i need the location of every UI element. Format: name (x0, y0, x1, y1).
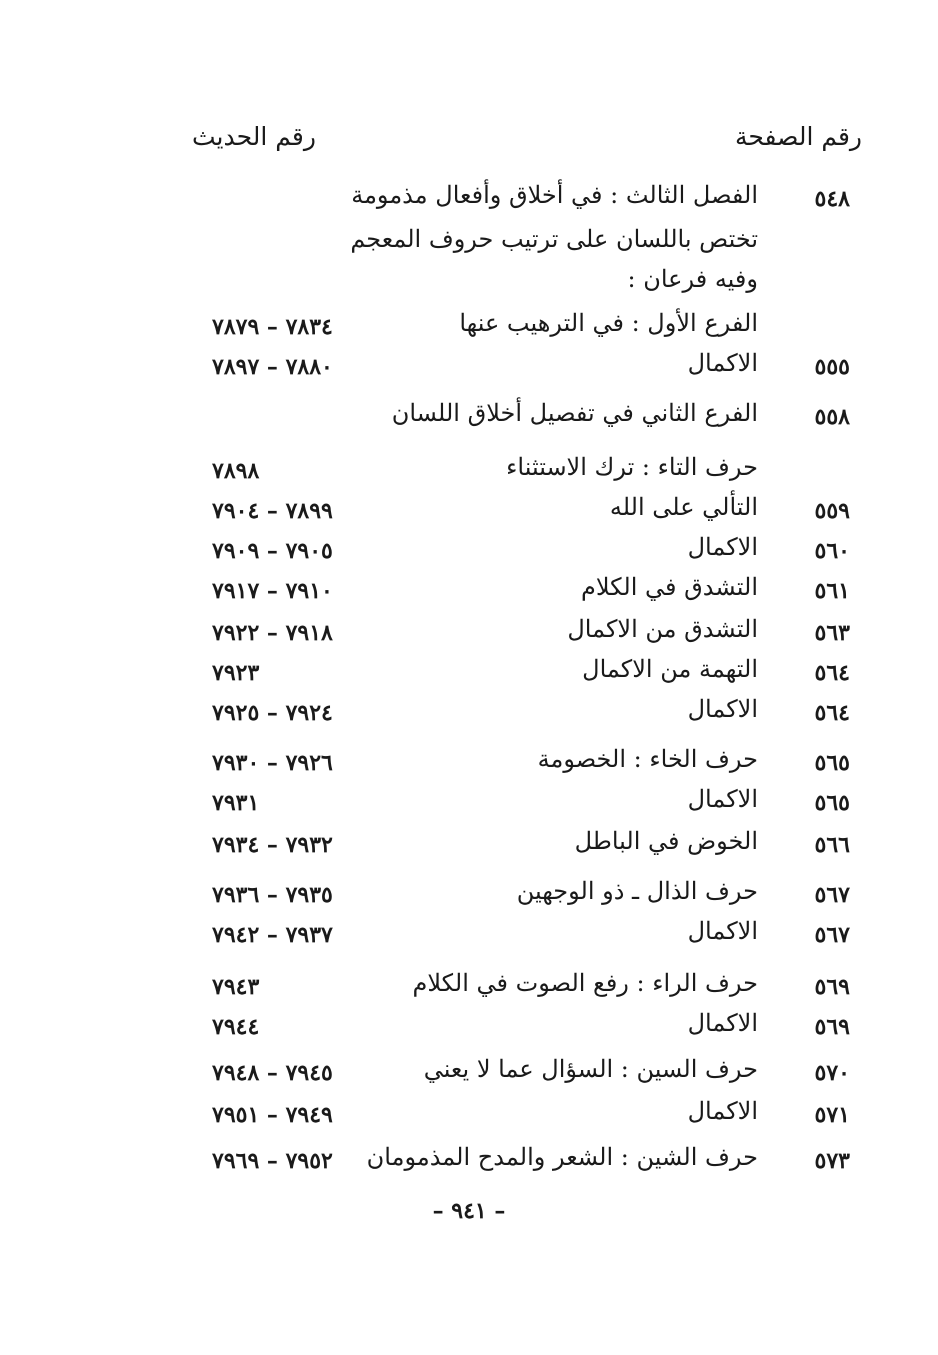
hadith-number-column-header: رقم الحديث (192, 122, 316, 151)
entry-page-number: ٥٦٤ (814, 660, 850, 686)
entry-hadith-range: ٧٩٥٢ – ٧٩٦٩ (212, 1148, 333, 1174)
entry-page-number: ٥٥٩ (814, 498, 850, 524)
entry-hadith-range: ٧٩١٨ – ٧٩٢٢ (212, 620, 333, 646)
entry-page-number: ٥٦٥ (814, 750, 850, 776)
entry-page-number: ٥٥٥ (814, 354, 850, 380)
entry-page-number: ٥٤٨ (814, 186, 850, 212)
entry-page-number: ٥٦٠ (814, 538, 850, 564)
entry-title: حرف الشين : الشعر والمدح المذمومان (366, 1143, 758, 1171)
entry-title: الاكمال (687, 695, 758, 723)
entry-title: الاكمال (687, 1009, 758, 1037)
folio-number: – ٩٤١ – (432, 1198, 506, 1224)
entry-title: الاكمال (687, 917, 758, 945)
index-entry (0, 450, 938, 490)
index-entry (0, 692, 938, 732)
entry-hadith-range: ٧٩٣١ (212, 790, 260, 816)
entry-hadith-range: ٧٨٣٤ – ٧٨٧٩ (212, 314, 333, 340)
index-entry (0, 262, 938, 302)
entry-hadith-range: ٧٩١٠ – ٧٩١٧ (212, 578, 333, 604)
entry-title: الاكمال (687, 785, 758, 813)
entry-hadith-range: ٧٩٣٧ – ٧٩٤٢ (212, 922, 333, 948)
entry-hadith-range: ٧٨٩٨ (212, 458, 260, 484)
index-entry (0, 742, 938, 782)
entry-hadith-range: ٧٩٤٤ (212, 1014, 260, 1040)
page-number-column-header: رقم الصفحة (734, 122, 862, 151)
index-entry (0, 490, 938, 530)
entry-hadith-range: ٧٩٣٢ – ٧٩٣٤ (212, 832, 333, 858)
entry-page-number: ٥٦١ (814, 578, 850, 604)
entry-title: التهمة من الاكمال (582, 655, 758, 683)
entry-title: حرف الراء : رفع الصوت في الكلام (412, 969, 758, 997)
entry-title: الاكمال (687, 533, 758, 561)
entry-page-number: ٥٦٥ (814, 790, 850, 816)
index-entry (0, 782, 938, 822)
entry-hadith-range: ٧٩٠٥ – ٧٩٠٩ (212, 538, 333, 564)
index-entry (0, 346, 938, 386)
index-entry (0, 612, 938, 652)
entry-page-number: ٥٧٣ (814, 1148, 850, 1174)
entry-title: الخوض في الباطل (574, 827, 758, 855)
entry-title: الفرع الثاني في تفصيل أخلاق اللسان (391, 399, 758, 427)
entry-title: الاكمال (687, 349, 758, 377)
entry-page-number: ٥٧١ (814, 1102, 850, 1128)
index-entry (0, 1052, 938, 1092)
entry-title: الاكمال (687, 1097, 758, 1125)
index-entry (0, 914, 938, 954)
index-entry (0, 1006, 938, 1046)
entry-hadith-range: ٧٩٢٣ (212, 660, 260, 686)
entry-page-number: ٥٦٩ (814, 974, 850, 1000)
index-entry (0, 824, 938, 864)
entry-title: حرف الذال ـ ذو الوجهين (516, 877, 758, 905)
entry-page-number: ٥٦٣ (814, 620, 850, 646)
entry-page-number: ٥٥٨ (814, 404, 850, 430)
entry-title: التشدق من الاكمال (567, 615, 758, 643)
entry-title: حرف التاء : ترك الاستثناء (506, 453, 758, 481)
entry-hadith-range: ٧٨٩٩ – ٧٩٠٤ (212, 498, 333, 524)
entry-page-number: ٥٦٧ (814, 922, 850, 948)
entry-hadith-range: ٧٩٢٤ – ٧٩٢٥ (212, 700, 333, 726)
index-entry (0, 570, 938, 610)
entry-page-number: ٥٦٦ (814, 832, 850, 858)
entry-hadith-range: ٧٩٢٦ – ٧٩٣٠ (212, 750, 333, 776)
entry-title: حرف السين : السؤال عما لا يعني (423, 1055, 758, 1083)
entry-hadith-range: ٧٨٨٠ – ٧٨٩٧ (212, 354, 333, 380)
entry-title: تختص باللسان على ترتيب حروف المعجم (350, 225, 758, 253)
entry-hadith-range: ٧٩٤٩ – ٧٩٥١ (212, 1102, 333, 1128)
index-entry (0, 222, 938, 262)
index-entry (0, 874, 938, 914)
entry-hadith-range: ٧٩٤٣ (212, 974, 260, 1000)
entry-title: التألي على الله (609, 493, 758, 521)
index-entry (0, 966, 938, 1006)
entry-title: حرف الخاء : الخصومة (537, 745, 758, 773)
index-entry (0, 178, 938, 218)
entry-page-number: ٥٧٠ (814, 1060, 850, 1086)
entry-page-number: ٥٦٤ (814, 700, 850, 726)
entry-title: الفرع الأول : في الترهيب عنها (459, 309, 758, 337)
entry-page-number: ٥٦٩ (814, 1014, 850, 1040)
entry-title: وفيه فرعان : (627, 265, 758, 293)
index-entry (0, 1094, 938, 1134)
index-entry (0, 1140, 938, 1180)
index-entry (0, 652, 938, 692)
entry-title: التشدق في الكلام (581, 573, 758, 601)
entry-page-number: ٥٦٧ (814, 882, 850, 908)
entry-title: الفصل الثالث : في أخلاق وأفعال مذمومة (351, 181, 758, 209)
index-entry (0, 306, 938, 346)
entry-hadith-range: ٧٩٤٥ – ٧٩٤٨ (212, 1060, 333, 1086)
index-entry (0, 396, 938, 436)
entry-hadith-range: ٧٩٣٥ – ٧٩٣٦ (212, 882, 333, 908)
index-entry (0, 530, 938, 570)
